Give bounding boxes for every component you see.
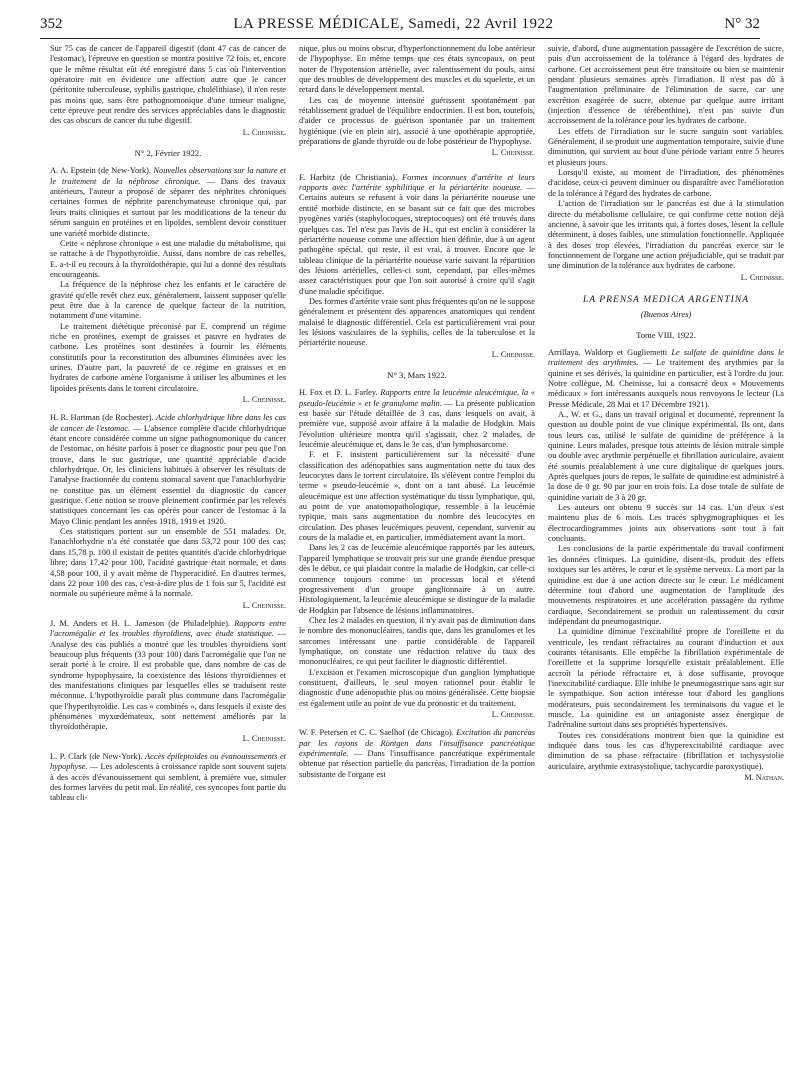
paragraph: Les conclusions de la partie expérimentale du travail confirment les données cliniques. La quinidine, disent-ils, produit des effets toxiques sur les artères, le cœur et le système nerveux. La mort par la quinidine est due à une action directe sur le cœur. Le médicament détermine tout d'abord une augmentation de l'amplitude des mouvements respiratoires et une accélération passagère du rythme cardiaque. Secondairement se produit un ralentissement du cœur indépendant du pneumogastrique. <box>548 544 784 626</box>
paragraph: nique, plus ou moins obscur, d'hyperfonctionnement du lobe antérieur de l'hypophyse. En même temps que ces états syncopaux, on peut noter de l'hypotension artérielle, avec ralentissement du pouls, ainsi que des troubles de développement des muscles et du squelette, et un retard dans le développement mental. <box>299 44 535 95</box>
article-epstein <box>50 166 286 405</box>
column-2 <box>299 44 535 1074</box>
article-hartman <box>50 413 286 611</box>
signature: L. Cheinisse. <box>491 709 535 719</box>
paragraph: Des formes d'artérite vraie sont plus fréquentes qu'on ne le suppose généralement et présentent des apparences anatomiques qui rendent malaisé le diagnostic différentiel. Cela est particulièrement vrai pour les lésions vasculaires de la syphilis, celles de la tuberculose et la périartérite noueuse. <box>299 296 535 348</box>
article-title: Le sulfate de quinidine dans le traitement des arythmies. <box>548 347 784 368</box>
article-petersen-continued <box>548 44 784 283</box>
paragraph: Chez les 2 malades en question, il n'y avait pas de diminution dans le nombre des mononucléaires, tandis que, dans les granulomes et les sarcomes intéressant une partie considérable de l'appareil lymphatique, on constate une réduction relative du taux des mononucléaires, ce qui peut faciliter le diagnostic différentiel. <box>299 615 535 667</box>
article-authors: Arrillaya, Waldorp et Gugliemetti <box>548 347 668 357</box>
paragraph: F. et F. insistent particulièrement sur la nécessité d'une classification des adénopathies sans augmentation nette du taux des leucocytes dans le torrent circulatoire. Ils s'élèvent contre l'emploi du terme « pseudo-leucémie », dont on a tant abusé. La leucémie aleucémique est une affection systématique du tissu lymphatique, qui, au point de vue anatomopathologique, ressemble à la leucémie typique, mais sans augmentation du nombre des leucocytes en circulation. Des phases leucémiques peuvent, cependant, survenir au cours de la maladie et, en particulier, immédiatement avant la mort. <box>299 450 535 543</box>
page-header <box>40 16 760 36</box>
article-title: Nouvelles observations sur la nature et le traitement de la néphrose chronique. <box>50 166 286 186</box>
article-title: Rapports entre la leucémie aleucémique, la « pseudo-leucémie » et le granulome malin. <box>299 388 535 408</box>
paragraph: L'action de l'irradiation sur le pancréas est due à la stimulation directe du métabolisme cellulaire, ce qui confirme cette notion déjà ancienne, à savoir que les irritants qui, à fortes doses, lèsent la cellule déterminent, à doses faibles, une stimulation fonctionnelle. Appliquée à des doses trop élevées, l'irradiation du pancréas exerce sur le fonctionnement de l'organe une action préjudiciable, qui se traduit par une diminution de la tolérance aux hydrates de carbone. <box>548 199 784 271</box>
article-clark-continued <box>299 44 535 159</box>
issue-date: N° 2, Février 1922. <box>134 148 202 159</box>
header-rule <box>40 38 760 39</box>
paragraph: — L'absence complète d'acide chlorhydrique étant encore considérée comme un signe pathognomonique du cancer de l'estomac, on hésite parfois à poser ce diagnostic pour peu que l'on trouve, dans le suc gastrique, une quantité appréciable d'acide chlorhydrique. Or, les cliniciens habitués à observer les résultats de l'analyse fractionnée du contenu stomacal savent que l'anachlorhydrie ne constitue pas un élément essentiel du diagnostic du cancer gastrique. Cette notion se trouve pleinement confirmée par les relevés statistiques concernant les cas opérés pour cancer de l'estomac à la Mayo Clinic pendant les années 1918, 1919 et 1920. <box>50 423 286 526</box>
article-title: Formes inconnues d'artérite et leurs rapports avec l'artérite syphilitique et la périartérite noueuse. <box>299 172 535 193</box>
paragraph: La quinidine diminue l'excitabilité propre de l'oreillette et du ventricule, les rendant réfractaires au courant d'induction et aux courants tétanisants. Elle empêche la fibrillation expérimentale de l'oreillette et la supprime lorsqu'elle existait préalablement. Elle accroît la période réfractaire et, à dose suffisante, provoque l'inexcitabilité cardiaque. Elle inhibe le pneumogastrique sans agir sur le sympathique. Son action intéresse tout d'abord les ganglions modérateurs, puis secondairement les terminaisons du vague et le muscle. La quinidine est un antagoniste assez énergique de l'adrénaline surtout dans ses propriétés hypertensives. <box>548 627 784 730</box>
paragraph: — Certains auteurs se refusent à voir dans la périartérite noueuse une entité morbide distincte, en se basant sur ce fait que des microbes pyogènes variés (staphylocoques, streptocoques) ont été trouvés dans quelques cas. Tel n'est pas l'avis de H., qui est enclin à considérer la périartérite noueuse comme une affection bien définie, due à un agent pathogène spécial, qui reste, il est vrai, à trouver. Encore que le tableau clinique de la périartérite noueuse varie suivant la répartition des lésions artérielles, celles-ci sont, cependant, par elles-mêmes assez caractéristiques pour que l'on soit autorisé à croire qu'il s'agit d'une maladie spécifique. <box>299 183 535 296</box>
article-harbitz <box>299 173 535 360</box>
paragraph: Dans les 2 cas de leucémie aleucémique rapportés par les auteurs, l'appareil lymphatique se trouvait pris sur une grande étendue presque dès le début, ce qui plaidait contre la maladie de Hodgkin, car celle-ci commence toujours comme un processus local et s'étend progressivement d'un groupe ganglionnaire à un autre. Histologiquement, la leucémie aleucémique se distingue de la maladie de Hodgkin par l'absence de lésions inflammatoires. <box>299 543 535 615</box>
article-title: Accès épileptoïdes ou évanouissements et hypophyse. <box>50 752 286 772</box>
article-authors: A. A. Epstein (de New-York). <box>50 166 152 176</box>
article-arrillaya <box>548 348 784 783</box>
paragraph: — La présente publication est basée sur l'étude détaillée de 3 cas, dans lesquels on avait, à première vue, supposé avoir affaire à la maladie de Hodgkin. Mais l'évolution ultérieure montra qu'il s'agissait, chez 2 malades, de leucémie aleucémique et, dans le 3e cas, d'un lymphosarcome. <box>299 398 535 450</box>
article-authors: W. F. Petersen et C. C. Saelhof (de Chicago). <box>299 728 454 738</box>
paragraph: Les effets de l'irradiation sur le sucre sanguin sont variables. Généralement, il se produit une augmentation temporaire, suivie d'une diminution, qui survient au bout d'une période variant entre 5 heures et plusieurs jours. <box>548 126 784 167</box>
column-1 <box>50 44 286 1074</box>
paragraph: Sur 75 cas de cancer de l'appareil digestif (dont 47 cas de cancer de l'estomac), l'épreuve en question se montra positive 72 fois, et, encore que le même résultat eût été enregistré dans 5 cas où l'intervention opératoire mit en évidence une affection autre que le cancer (péritonite tuberculeuse, syphilis gastrique, cholélithiase), il n'en reste pas moins que, sans être pathognomonique d'une tumeur maligne, cette épreuve peut rendre des services appréciables dans le diagnostic des cas obscurs de cancer du tube digestif. <box>50 44 286 126</box>
issue-date: N° 3, Mars 1922. <box>387 369 447 380</box>
paragraph: Le traitement diététique préconisé par E. comprend un régime riche en protéines, exempt de graisses et pauvre en hydrates de carbone. Les protéines sont destinées à fournir les éléments constitutifs pour la reconstitution des albumines éliminées avec les urines. D'autre part, la pauvreté de ce régime en graisses et en hydrates de carbone amène l'organisme à utiliser les albumines et les lipoïdes présents dans le torrent circulatoire. <box>50 321 286 393</box>
article-authors: J. M. Anders et H. L. Jameson (de Philadelphie). <box>50 618 230 628</box>
article-authors: H. Fox et D. L. Farley. <box>299 388 378 398</box>
article-fox-farley <box>299 388 535 720</box>
paragraph: — Dans des travaux antérieurs, l'auteur a proposé de séparer des néphrites chroniques certaines formes de néphrite parenchymateuse chronique qui, par leurs traits cliniques et surtout par les modifications de la teneur du sérum sanguin en protéines et en lipoïdes, semblent devoir constituer une variété morbide distincte. <box>50 176 286 238</box>
paragraph: — Dans l'insuffisance pancréatique expérimentale obtenue par résection partielle du pancréas, l'irradiation de la portion subsistante de l'organe est <box>299 749 535 779</box>
article-continued <box>50 44 286 138</box>
article-authors: L. P. Clark (de New-York). <box>50 752 143 761</box>
signature: L. Cheinisse. <box>242 733 286 743</box>
paragraph: Les cas de moyenne intensité guérissent spontanément par rétablissement graduel de l'équilibre endocrinien. Il est bon, toutefois, d'aider ce processus de guérison spontanée par un traitement hygiénique (vie en plein air), associé à une opothérapie appropriée, préparations de glande thyroïde ou de lobe postérieur de l'hypophyse. <box>299 95 535 147</box>
signature: L. Cheinisse. <box>242 395 286 404</box>
signature: L. Cheinisse. <box>242 127 286 137</box>
article-petersen <box>299 728 535 780</box>
journal-city: (Buenos Aires) <box>640 309 692 320</box>
journal-title: LA PRESSE MÉDICALE, Samedi, 22 Avril 1922 <box>233 16 554 32</box>
issue-number: N° 32 <box>724 16 760 32</box>
paragraph: — Les adolescents à croissance rapide sont souvent sujets à des accès d'évanouissement qui semblent, à première vue, simuler des formes larvées du petit mal. En réalité, ces syncopes font partie du tableau cli- <box>50 762 286 803</box>
signature: L. Cheinisse. <box>491 148 535 158</box>
paragraph: Ces statistiques portent sur un ensemble de 551 malades. Or, l'anachlorhydrie n'a été constatée que dans 53,72 pour 100 des cas; dans 15,78 p. 100 il existait de petites quantités d'acide chlorhydrique libre; dans 17,42 pour 100, l'acidité gastrique était normale, et dans 4,58 pour 100, il y avait même de l'hyperacidité. En d'autres termes, dans 22 pour 100 des cas, c'est-à-dire plus de 1 fois sur 5, l'acidité est normale ou supérieure même à la normale. <box>50 527 286 599</box>
article-title: Rapports entre l'acromégalie et les troubles thyroïdiens, avec étude statistique. <box>50 618 286 639</box>
paragraph: Cette « néphrose chronique » est une maladie du métabolisme, qui se rattache à de l'hypothyroïdie. Aussi, dans nombre de cas rebelles, E. a-t-il eu recours à la thyroïdothérapie, qui lui a donné des résultats encourageants. <box>50 238 286 279</box>
paragraph: L'excision et l'examen microscopique d'un ganglion lymphatique constituent, d'ailleurs, le seul moyen rationnel pour établir le diagnostic d'une adénopathie plus ou moins généralisée. Cette biopsie est également utile au point de vue du pronostic et du traitement. <box>299 667 535 708</box>
signature: L. Cheinisse. <box>242 600 286 610</box>
paragraph: — Le traitement des arythmies par la quinine et ses dérivés, la quinidine en particulier, est à l'ordre du jour. Notre collègue, M. Cheinisse, lui a consacré deux « Mouvements médicaux » fort intéressants auxquels nous renvoyons le lecteur (La Presse Médicale, 28 Mai et 17 Décembre 1921). <box>548 358 784 409</box>
paragraph: — Analyse des cas publiés a montré que les troubles thyroïdiens sont beaucoup plus fréquents (33 pour 100) dans l'acromégalie que l'on ne serait porté à le croire. Il est probable que, dans nombre de cas de syndrome hypophysaire, la coexistence des lésions thyroïdiennes et des manifestations cliniques par lesquelles elles se traduisent reste méconnue. L'hypothyroïdie paraît plus commune dans l'acromégalie que l'hyperthyroïdie. Les cas « combinés », dans lesquels il existe des phénomènes myxœdémateux, sont nettement améliorés par la thyroïdothérapie. <box>50 629 286 732</box>
page-columns <box>50 44 784 1074</box>
column-3 <box>548 44 784 1074</box>
journal-heading: LA PRENSA MEDICA ARGENTINA <box>582 293 750 305</box>
signature: M. Nathan. <box>744 773 784 783</box>
journal-volume: Tome VIII, 1922. <box>636 329 696 340</box>
signature: L. Cheinisse. <box>491 349 535 359</box>
paragraph: Lorsqu'il existe, au moment de l'irradiation, des phénomènes d'acidose, ceux-ci peuvent diminuer ou disparaître avec l'amélioration de la tolérance à l'égard des hydrates de carbone. <box>548 168 784 198</box>
paragraph: suivie, d'abord, d'une augmentation passagère de l'excrétion de sucre, puis d'un accroissement de la tolérance à l'égard des hydrates de carbone. Cet accroissement peut être transitoire ou bien se maintenir pendant plusieurs semaines après l'irradiation. Il n'est pas dû à l'augmentation préliminaire de l'élimination de sucre, car une excrétion exagérée de sucre, obtenue par quelque autre irritant (injection d'essence de térébenthine), n'est pas suivie d'un accroissement de la tolérance pour les hydrates de carbone. <box>548 44 784 126</box>
paragraph: Toutes ces considérations montrent bien que la quinidine est indiquée dans tous les cas d'hyperexcitabilité cardiaque avec diminution de sa phase réfractaire (fibrillation et tachysystolie auriculaire, arythmie extrasystolique, tachycardie paroxystique). <box>548 730 784 771</box>
signature: L. Cheinisse. <box>740 272 784 282</box>
paragraph: A., W. et G., dans un travail original et documenté, reprennent la question au double point de vue clinique expérimental. Ils ont, dans tous leurs cas, utilisé le sulfate de quinidine de préférence à la quinine. Leurs malades, presque tous atteints de lésion mitrale simple ou double avec arythmie perpétuelle et fibrillation auriculaire, avaient été soumis préalablement à une cure digitalique de quelques jours. Après quelques jours de repos, le sulfate de quinidine est administré à la dose de 0 gr. 90 par jour en trois fois. La dose totale de sulfate de quinidine variait de 3 à 20 gr. <box>548 410 784 502</box>
article-authors: F. Harbitz (de Christiania). <box>299 172 398 182</box>
article-anders <box>50 619 286 744</box>
page-number: 352 <box>40 16 63 32</box>
article-title: Excitation du pancréas par les rayons de Röntgen dans l'insuffisance pancréatique expérimentale. <box>299 728 535 758</box>
paragraph: Les auteurs ont obtenu 9 succès sur 14 cas. L'un d'eux s'est maintenu plus de 6 mois. Les tracés sphygmographiques et les électrocardiogrammes joints aux observations sont tout à fait concluants. <box>548 503 784 544</box>
paragraph: La fréquence de la néphrose chez les enfants et le caractère de gravité qu'elle revêt chez eux, généralement, laissent supposer qu'elle peut être due à la carence de quelque facteur de la nutrition, notamment d'une vitamine. <box>50 280 286 321</box>
article-clark <box>50 752 286 804</box>
article-title: Acide chlorhydrique libre dans les cas de cancer de l'estomac. <box>50 413 286 433</box>
article-authors: H. R. Hartman (de Rochester). <box>50 413 154 423</box>
